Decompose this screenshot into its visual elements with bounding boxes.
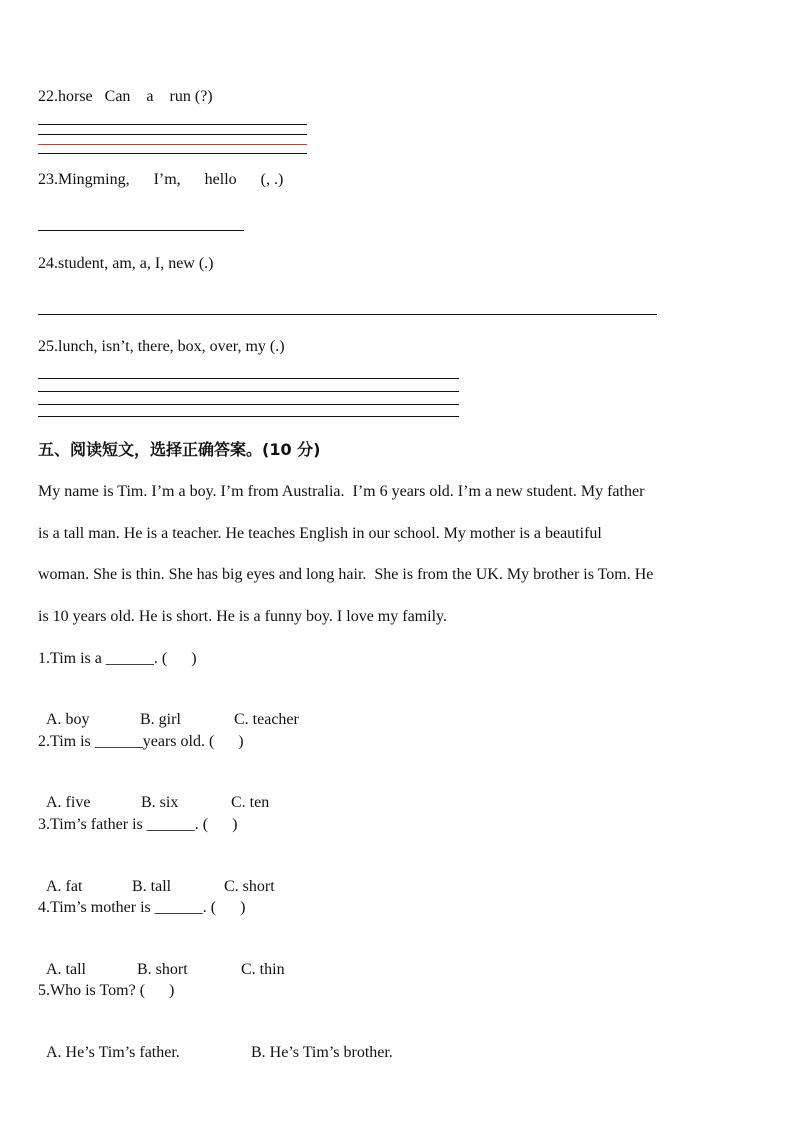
reading-q1-option-c[interactable]: C. teacher <box>234 711 299 728</box>
q22-answer-line-2 <box>38 134 307 135</box>
reading-q3-option-a[interactable]: A. fat <box>46 878 83 895</box>
q22-prompt: 22.horse Can a run (?) <box>38 88 213 105</box>
reading-q1-options <box>38 690 299 730</box>
q25-answer-line-1 <box>38 378 459 379</box>
reading-q4-option-c[interactable]: C. thin <box>241 961 285 978</box>
reading-q3-stem: 3.Tim’s father is ______. ( ) <box>38 816 238 833</box>
reading-q2-stem: 2.Tim is ______years old. ( ) <box>38 733 244 750</box>
reading-q5-option-a[interactable]: A. He’s Tim’s father. <box>46 1044 180 1061</box>
reading-q2-option-b[interactable]: B. six <box>141 794 179 811</box>
q24-answer-line <box>38 314 657 315</box>
reading-q3-options <box>38 857 275 897</box>
reading-q3-option-c[interactable]: C. short <box>224 878 275 895</box>
q22-answer-line-3 <box>38 144 307 145</box>
reading-q4-option-a[interactable]: A. tall <box>46 961 86 978</box>
reading-q5-stem: 5.Who is Tom? ( ) <box>38 982 175 999</box>
reading-q1-option-a[interactable]: A. boy <box>46 711 90 728</box>
q25-answer-line-3 <box>38 404 459 405</box>
reading-q4-stem: 4.Tim’s mother is ______. ( ) <box>38 899 246 916</box>
q23-prompt: 23.Mingming, I’m, hello (, .) <box>38 171 284 188</box>
reading-q5-options <box>38 1023 393 1063</box>
q22-answer-line-4 <box>38 153 307 154</box>
reading-q3-option-b[interactable]: B. tall <box>132 878 172 895</box>
section5-title: 五、阅读短文，选择正确答案。(10 分) <box>38 440 321 459</box>
reading-q4-options <box>38 940 285 980</box>
reading-q1-stem: 1.Tim is a ______. ( ) <box>38 650 197 667</box>
q25-prompt: 25.lunch, isn’t, there, box, over, my (.) <box>38 338 285 355</box>
q22-answer-line-1 <box>38 124 307 125</box>
reading-q2-option-a[interactable]: A. five <box>46 794 91 811</box>
q25-answer-line-4 <box>38 416 459 417</box>
passage-line-3: woman. She is thin. She has big eyes and long hair. She is from the UK. My brother is Tom. He <box>38 566 654 583</box>
reading-q2-option-c[interactable]: C. ten <box>231 794 270 811</box>
passage-line-1: My name is Tim. I’m a boy. I’m from Australia. I’m 6 years old. I’m a new student. My father <box>38 483 645 500</box>
passage-line-4: is 10 years old. He is short. He is a funny boy. I love my family. <box>38 608 447 625</box>
passage-line-2: is a tall man. He is a teacher. He teaches English in our school. My mother is a beautiful <box>38 525 602 542</box>
reading-q5-option-b[interactable]: B. He’s Tim’s brother. <box>251 1044 393 1061</box>
reading-q2-options <box>38 773 269 813</box>
q25-answer-line-2 <box>38 391 459 392</box>
q24-prompt: 24.student, am, a, I, new (.) <box>38 255 214 272</box>
reading-q4-option-b[interactable]: B. short <box>137 961 188 978</box>
q23-answer-line <box>38 230 244 231</box>
reading-q1-option-b[interactable]: B. girl <box>140 711 181 728</box>
